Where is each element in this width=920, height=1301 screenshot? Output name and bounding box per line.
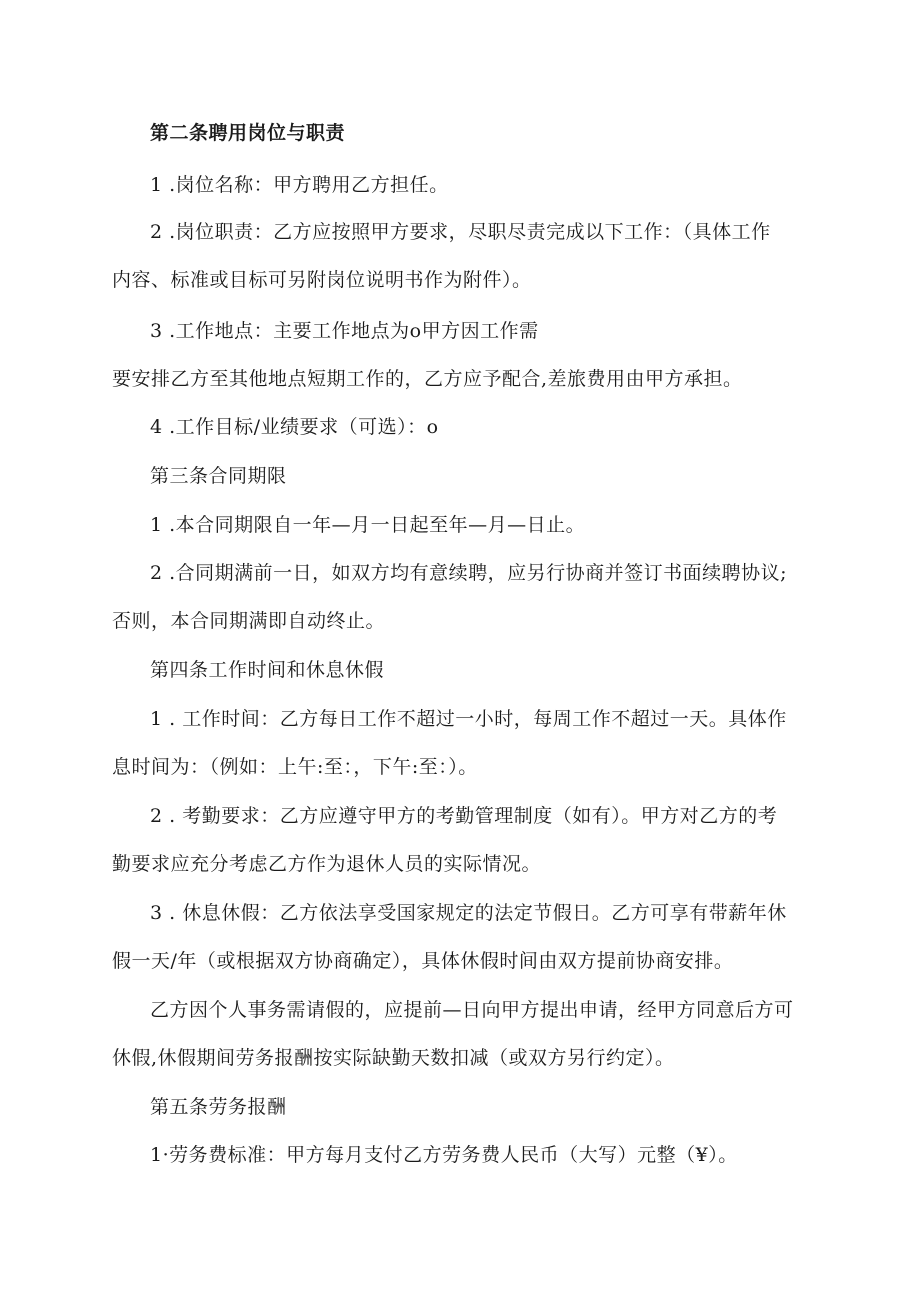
article-4-item-2-line-1: 2 . 考勤要求：乙方应遵守甲方的考勤管理制度（如有）。甲方对乙方的考 bbox=[150, 805, 778, 827]
article-2-item-3-line-1: 3 .工作地点：主要工作地点为o甲方因工作需 bbox=[150, 320, 539, 342]
article-2-item-2-line-2: 内容、标准或目标可另附岗位说明书作为附件）。 bbox=[112, 269, 532, 291]
article-3-heading: 第三条合同期限 bbox=[150, 465, 287, 487]
article-2-item-4: 4 .工作目标/业绩要求（可选）：o bbox=[150, 416, 439, 438]
article-4-item-2-line-2: 勤要求应充分考虑乙方作为退休人员的实际情况。 bbox=[112, 853, 542, 875]
article-5-heading: 第五条劳务报酬 bbox=[150, 1096, 287, 1118]
article-3-item-2-line-2: 否则，本合同期满即自动终止。 bbox=[112, 610, 386, 632]
article-4-item-1-line-1: 1 . 工作时间：乙方每日工作不超过一小时，每周工作不超过一天。具体作 bbox=[150, 708, 787, 730]
article-4-heading: 第四条工作时间和休息休假 bbox=[150, 659, 385, 681]
article-3-item-1: 1 .本合同期限自一年—月一日起至年—月—日止。 bbox=[150, 514, 586, 536]
article-2-item-3-line-2: 要安排乙方至其他地点短期工作的，乙方应予配合,差旅费用由甲方承担。 bbox=[112, 368, 743, 390]
article-4-item-3-line-2: 假一天/年（或根据双方协商确定），具体休假时间由双方提前协商安排。 bbox=[112, 950, 734, 972]
article-4-paragraph-line-2: 休假,休假期间劳务报酬按实际缺勤天数扣减（或双方另行约定）。 bbox=[112, 1047, 675, 1069]
article-4-paragraph-line-1: 乙方因个人事务需请假的，应提前—日向甲方提出申请，经甲方同意后方可 bbox=[150, 999, 794, 1021]
article-4-item-1-line-2: 息时间为：（例如：上午:至：，下午:至：）。 bbox=[112, 756, 478, 778]
article-4-item-3-line-1: 3 . 休息休假：乙方依法享受国家规定的法定节假日。乙方可享有带薪年休 bbox=[150, 902, 787, 924]
article-5-item-1: 1·劳务费标准：甲方每月支付乙方劳务费人民币（大写）元整（¥）。 bbox=[150, 1144, 738, 1166]
article-2-heading: 第二条聘用岗位与职责 bbox=[150, 122, 346, 144]
article-2-item-1: 1 .岗位名称：甲方聘用乙方担任。 bbox=[150, 174, 449, 196]
article-3-item-2-line-1: 2 .合同期满前一日，如双方均有意续聘，应另行协商并签订书面续聘协议; bbox=[150, 562, 788, 584]
article-2-item-2-line-1: 2 .岗位职责：乙方应按照甲方要求，尽职尽责完成以下工作：（具体工作 bbox=[150, 221, 771, 243]
